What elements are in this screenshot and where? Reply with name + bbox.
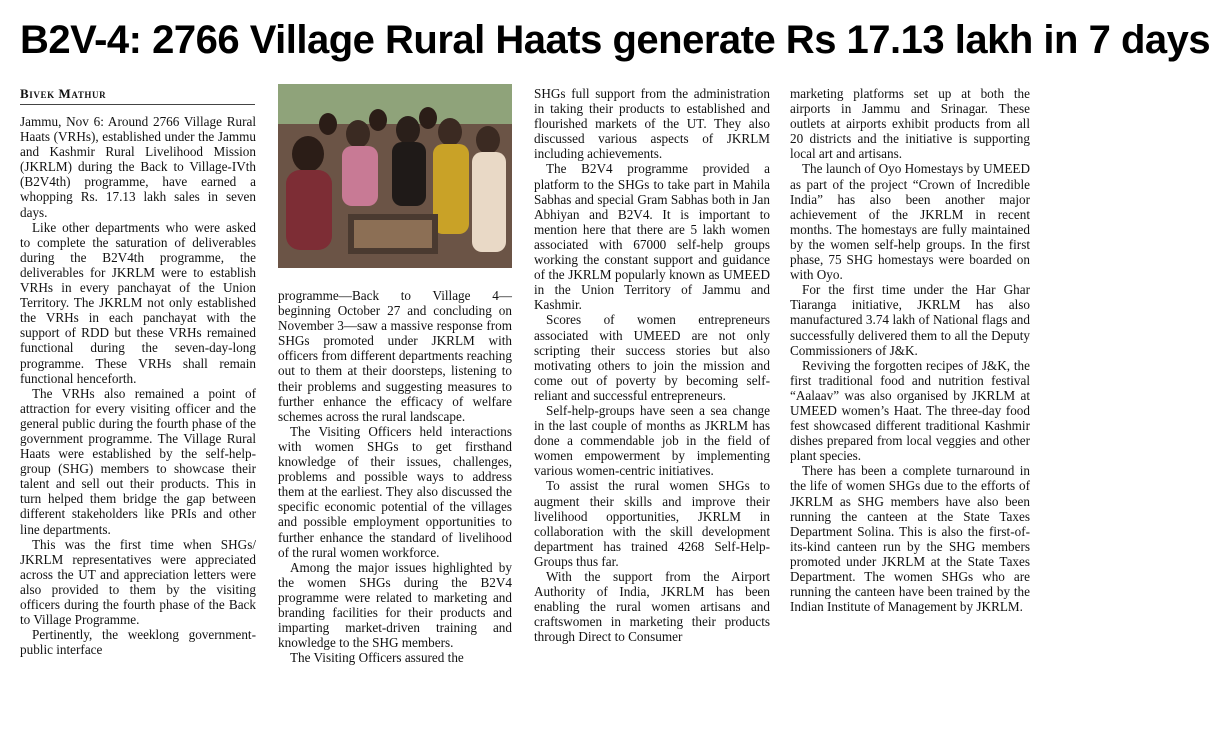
paragraph: The VRHs also remained a point of attraction for every visiting officer and the general public during the fourth phase of the government programme. The Village Rural Haats were established by the self-help-group (SHG) members to showcase their talent and sell out their products. This in turn helped them bridge the gap between different stakeholders like PRIs and other line departments. <box>20 385 256 537</box>
paragraph: The Visiting Officers held interactions with women SHGs to get firsthand knowledge of their issues, challenges, problems and possible ways to address them at the earliest. They also discussed the specific economic potential of the villages and possible employment opportunities to further enhance the standard of livelihood of the rural women workforce. <box>278 423 512 560</box>
paragraph: Reviving the forgotten recipes of J&K, the first traditional food and nutrition festival “Aalaav” was also organised by JKRLM at UMEED women’s Haat. The three-day food fest showcased different traditional Kashmir dishes prepared from local veggies and other plant species. <box>790 357 1030 464</box>
paragraph: Self-help-groups have seen a sea change in the last couple of months as JKRLM has done a commendable job in the field of women empowerment by implementing various women-centric initiatives. <box>534 402 770 479</box>
paragraph: To assist the rural women SHGs to augment their skills and improve their livelihood opportunities, JKRLM in collaboration with the skill development department has trained 4268 Self-Help-Groups thus far. <box>534 478 770 569</box>
paragraph: Scores of women entrepreneurs associated with UMEED are not only scripting their success stories but also motivating others to join the mission and come out of poverty by becoming self-reliant and successful entrepreneurs. <box>534 312 770 403</box>
article-column-2 <box>278 288 512 720</box>
byline: Bivek Mathur <box>20 86 255 105</box>
paragraph: With the support from the Airport Authority of India, JKRLM has been enabling the rural women artisans and craftswomen in marketing their products through Direct to Consumer <box>534 569 770 645</box>
paragraph: SHGs full support from the administration in taking their products to established and flourished markets of the UT. They also discussed various aspects of JKRLM including achievements. <box>534 86 770 162</box>
article-column-3 <box>534 86 770 720</box>
paragraph: Pertinently, the weeklong government-public interface <box>20 627 256 658</box>
news-photo <box>278 84 512 268</box>
photo-icon <box>278 84 512 268</box>
paragraph: marketing platforms set up at both the airports in Jammu and Srinagar. These outlets at airports exhibit products from all 20 districts and the initiative is supporting local art and artisans. <box>790 86 1030 162</box>
article-column-1 <box>20 114 256 720</box>
paragraph: programme—Back to Village 4— beginning October 27 and concluding on November 3—saw a massive response from SHGs promoted under JKRLM with officers from different departments reaching out to them at their doorsteps, listening to their problems and suggesting measures to further enhance the efficacy of welfare schemes across the rural landscape. <box>278 288 512 424</box>
paragraph: Among the major issues highlighted by the women SHGs during the B2V4 programme were related to marketing and branding facilities for their products and imparting market-driven training and knowledge to the SHG members. <box>278 559 512 651</box>
paragraph: For the first time under the Har Ghar Tiaranga initiative, JKRLM has also manufactured 3.74 lakh of National flags and successfully delivered them to all the Deputy Commissioners of J&K. <box>790 282 1030 358</box>
paragraph: The B2V4 programme provided a platform to the SHGs to take part in Mahila Sabhas and special Gram Sabhas both in Jan Abhiyan and B2V4. It is important to mention here that there are 5 lakh women associated with 67000 self-help groups working the constant support and guidance of the JKRLM popularly known as UMEED in the Union Territory of Jammu and Kashmir. <box>534 161 770 313</box>
paragraph: The Visiting Officers assured the <box>290 650 464 666</box>
paragraph: Like other departments who were asked to complete the saturation of deliverables during the B2V4th programme, the deliverables for JKRLM were to establish VRHs in every panchayat of the Union Territory. The JKRLM not only established the VRHs in each panchayat with the support of RDD but these VRHs remained functional during the seven-day-long programme. These VRHs shall remain functional henceforth. <box>20 219 256 386</box>
article-column-4 <box>790 86 1030 720</box>
paragraph: Jammu, Nov 6: Around 2766 Village Rural Haats (VRHs), established under the Jammu and Kashmir Rural Livelihood Mission (JKRLM) during the Back to Village-IVth (B2V4th) programme, have earned a whopping Rs. 17.13 lakh sales in seven days. <box>20 114 256 220</box>
paragraph: There has been a complete turnaround in the life of women SHGs due to the efforts of JKRLM as SHG members have also been running the canteen at the State Taxes Department Solina. This is also the first-of-its-kind canteen run by the SHG members promoted under JKRLM at the State Taxes Department. The women SHGs who are running the canteen have been trained by the Indian Institute of Management by JKRLM. <box>790 463 1030 615</box>
headline: B2V-4: 2766 Village Rural Haats generate Rs 17.13 lakh in 7 days <box>20 18 1210 62</box>
paragraph: This was the first time when SHGs/ JKRLM representatives were appreciated across the UT and appreciation letters were also provided to them by the visiting officers during the fourth phase of the Back to Village Programme. <box>20 536 256 628</box>
paragraph: The launch of Oyo Homestays by UMEED as part of the project “Crown of Incredible India” has also been another major achievement of the JKRLM in recent months. The homestays are fully maintained by the women self-help groups. In the first phase, 75 SHG homestays were boarded on with Oyo. <box>790 161 1030 283</box>
